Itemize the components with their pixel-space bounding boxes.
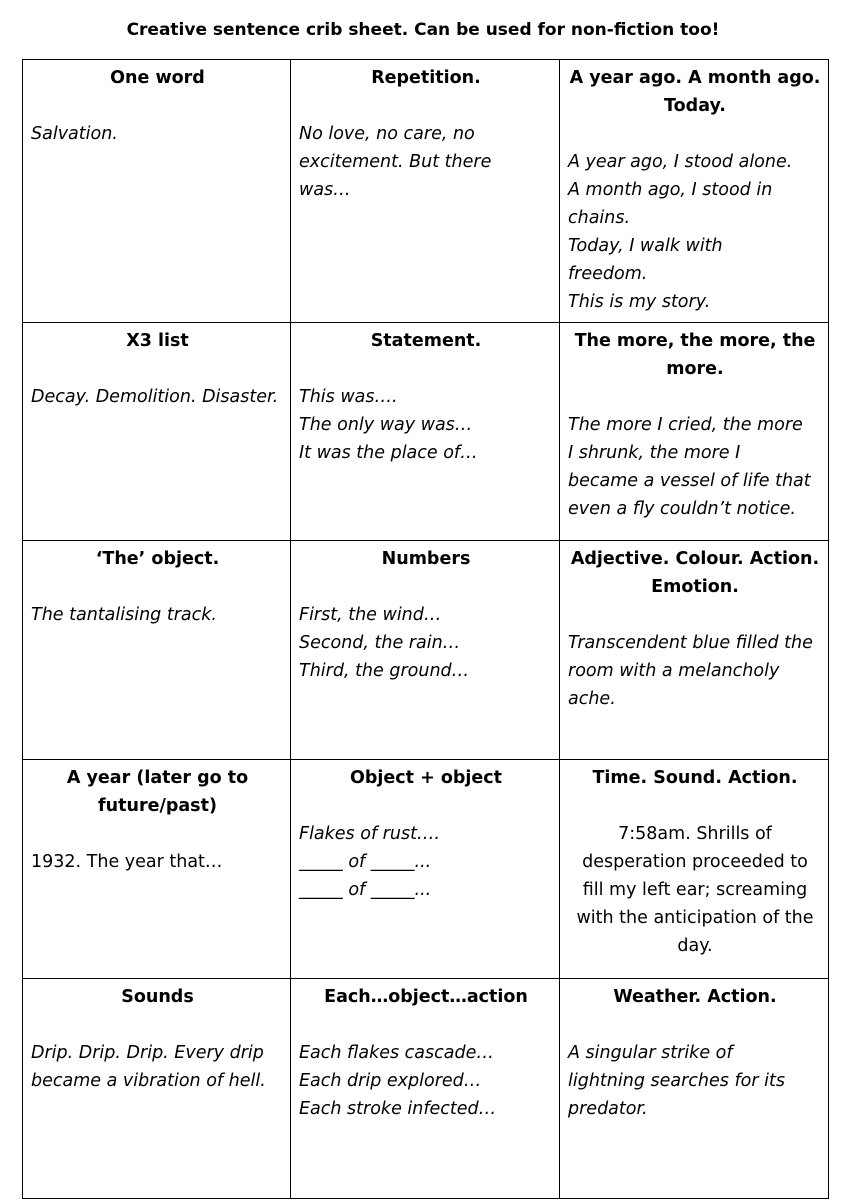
cell-example xyxy=(568,411,822,523)
example-line: Decay. Demolition. Disaster. xyxy=(31,387,279,407)
cell-example xyxy=(568,820,822,960)
cell-title: Repetition. xyxy=(371,68,481,88)
cell-weather-action xyxy=(560,979,829,1199)
cell-title: The more, the more, the more. xyxy=(574,331,816,379)
cell-title: Statement. xyxy=(370,331,482,351)
example-line: room with a melancholy xyxy=(568,661,780,681)
cell-a-year xyxy=(23,760,291,979)
example-line: First, the wind… xyxy=(299,605,442,625)
table-row xyxy=(23,60,829,323)
cell-example xyxy=(299,383,553,467)
example-line: A year ago, I stood alone. xyxy=(568,152,793,172)
example-line: A singular strike of xyxy=(568,1043,733,1063)
example-line: Each flakes cascade… xyxy=(299,1043,494,1063)
cell-numbers xyxy=(291,541,560,760)
table-row xyxy=(23,323,829,541)
cell-title: Numbers xyxy=(381,549,471,569)
cell-statement xyxy=(291,323,560,541)
cell-x3-list xyxy=(23,323,291,541)
example-line: The more I cried, the more xyxy=(568,415,803,435)
cell-the-more xyxy=(560,323,829,541)
cell-title: A year ago. A month ago. Today. xyxy=(569,68,821,116)
cell-example xyxy=(31,848,284,876)
example-line: day. xyxy=(677,936,713,956)
example-line: No love, no care, no xyxy=(299,124,475,144)
example-line: Today, I walk with xyxy=(568,236,723,256)
cell-title: Sounds xyxy=(121,987,194,1007)
cell-example xyxy=(568,148,822,316)
cell-example xyxy=(568,1039,822,1123)
example-line: It was the place of… xyxy=(299,443,478,463)
example-line: desperation proceeded to xyxy=(582,852,808,872)
example-line: Salvation. xyxy=(31,124,118,144)
example-line: chains. xyxy=(568,208,631,228)
example-line: I shrunk, the more I xyxy=(568,443,741,463)
example-line: A month ago, I stood in xyxy=(568,180,773,200)
example-line: Second, the rain… xyxy=(299,633,461,653)
table-row xyxy=(23,541,829,760)
cell-title: X3 list xyxy=(126,331,189,351)
cell-example xyxy=(299,820,553,904)
cell-year-month-today xyxy=(560,60,829,323)
cell-example xyxy=(31,601,284,629)
page-title: Creative sentence crib sheet. Can be used for non-fiction too! xyxy=(126,20,720,40)
cell-one-word xyxy=(23,60,291,323)
example-line: The only way was… xyxy=(299,415,473,435)
example-line: ache. xyxy=(568,689,616,709)
cell-each-object-action xyxy=(291,979,560,1199)
example-line: _____ of _____... xyxy=(299,852,432,872)
example-line: The tantalising track. xyxy=(31,605,217,625)
cell-example xyxy=(299,1039,553,1123)
example-line: freedom. xyxy=(568,264,648,284)
cell-title: Each…object…action xyxy=(324,987,528,1007)
example-line: Drip. Drip. Drip. Every drip xyxy=(31,1043,264,1063)
example-line: predator. xyxy=(568,1099,648,1119)
example-line: Transcendent blue filled the xyxy=(568,633,813,653)
cell-example xyxy=(31,1039,284,1095)
cell-repetition xyxy=(291,60,560,323)
cell-example xyxy=(31,120,284,148)
cell-object-plus-object xyxy=(291,760,560,979)
cell-title: Adjective. Colour. Action. Emotion. xyxy=(570,549,820,597)
example-line: became a vessel of life that xyxy=(568,471,811,491)
cell-title: Object + object xyxy=(349,768,502,788)
table-row xyxy=(23,760,829,979)
example-line: was… xyxy=(299,180,351,200)
example-line: lightning searches for its xyxy=(568,1071,785,1091)
example-line: Each drip explored… xyxy=(299,1071,482,1091)
example-line: _____ of _____... xyxy=(299,880,432,900)
example-line: excitement. But there xyxy=(299,152,492,172)
example-line: This was…. xyxy=(299,387,398,407)
example-line: Flakes of rust…. xyxy=(299,824,440,844)
example-line: 7:58am. Shrills of xyxy=(618,824,772,844)
cell-adjective-colour-action xyxy=(560,541,829,760)
cell-title: ‘The’ object. xyxy=(95,549,220,569)
example-line: Third, the ground… xyxy=(299,661,470,681)
cell-example xyxy=(299,601,553,685)
example-line: This is my story. xyxy=(568,292,711,312)
cell-example xyxy=(568,629,822,713)
cell-the-object xyxy=(23,541,291,760)
example-line: even a fly couldn’t notice. xyxy=(568,499,796,519)
table-row xyxy=(23,979,829,1199)
example-line: became a vibration of hell. xyxy=(31,1071,266,1091)
crib-table xyxy=(22,59,829,1199)
cell-title: A year (later go to future/past) xyxy=(66,768,249,816)
cell-title: Time. Sound. Action. xyxy=(592,768,798,788)
cell-sounds xyxy=(23,979,291,1199)
cell-example xyxy=(31,383,284,411)
cell-example xyxy=(299,120,553,204)
example-line: with the anticipation of the xyxy=(576,908,814,928)
cell-title: Weather. Action. xyxy=(613,987,777,1007)
cell-title: One word xyxy=(110,68,205,88)
example-line: 1932. The year that… xyxy=(31,852,223,872)
example-line: fill my left ear; screaming xyxy=(582,880,808,900)
cell-time-sound-action xyxy=(560,760,829,979)
example-line: Each stroke infected… xyxy=(299,1099,497,1119)
